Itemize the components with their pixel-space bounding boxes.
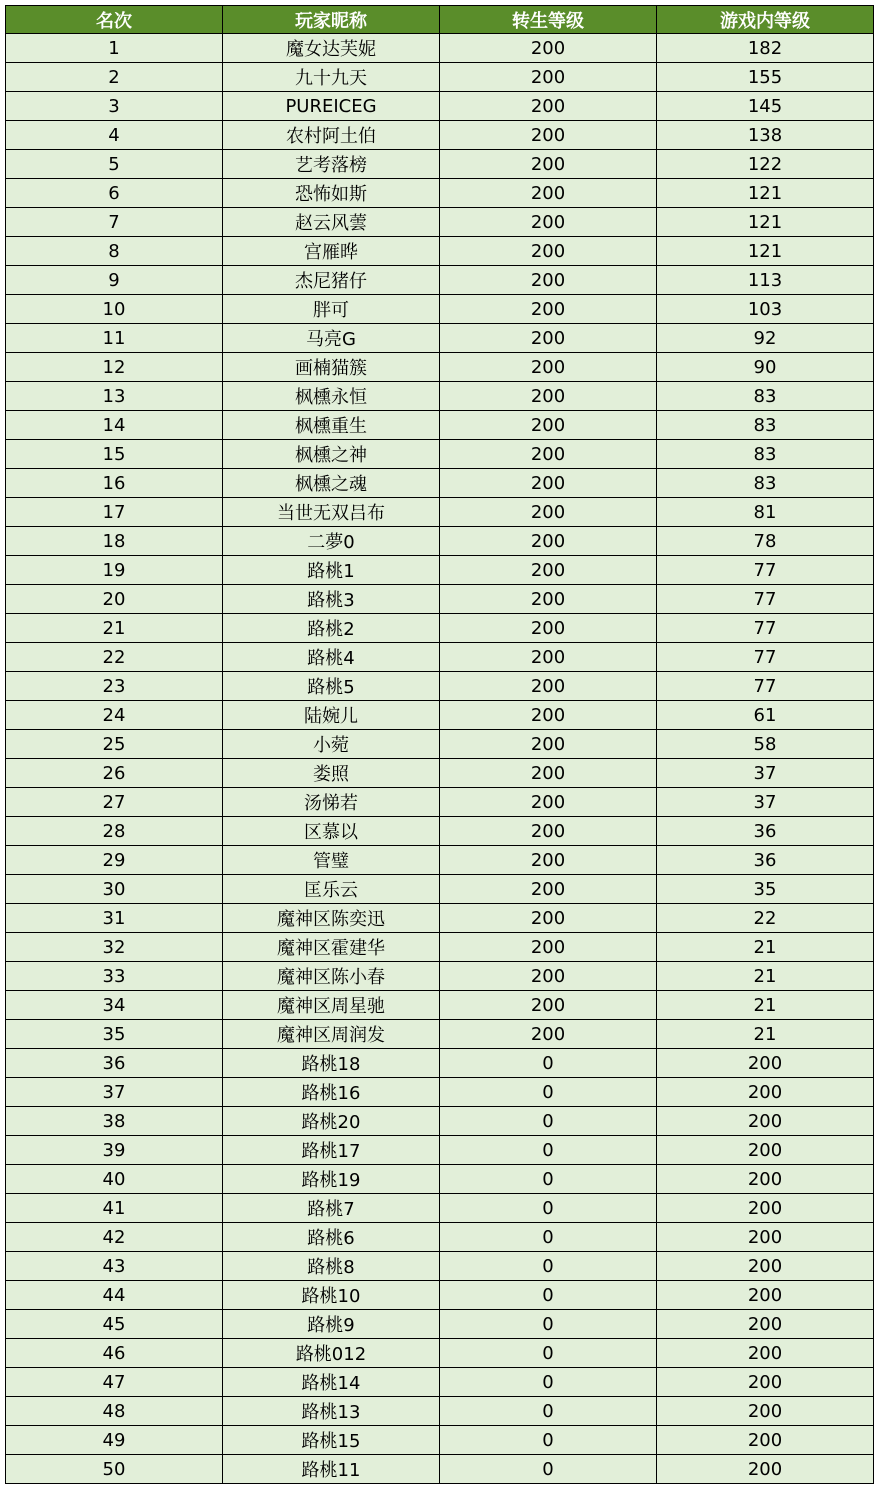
- rebirth-level-cell: 200: [440, 179, 657, 208]
- table-row: [6, 875, 874, 904]
- nickname-cell: 路桃18: [223, 1049, 440, 1078]
- nickname-cell: 路桃16: [223, 1078, 440, 1107]
- table-body: [6, 34, 874, 1484]
- table-row: [6, 411, 874, 440]
- rank-cell: 3: [6, 92, 223, 121]
- rank-cell: 49: [6, 1426, 223, 1455]
- nickname-cell: 魔女达芙妮: [223, 34, 440, 63]
- game-level-cell: 121: [657, 208, 874, 237]
- nickname-cell: 路桃5: [223, 672, 440, 701]
- table-row: [6, 1368, 874, 1397]
- nickname-cell: 小菀: [223, 730, 440, 759]
- table-row: [6, 237, 874, 266]
- table-row: [6, 1426, 874, 1455]
- rebirth-level-cell: 200: [440, 730, 657, 759]
- nickname-cell: 路桃4: [223, 643, 440, 672]
- game-level-cell: 200: [657, 1049, 874, 1078]
- table-row: [6, 92, 874, 121]
- game-level-cell: 182: [657, 34, 874, 63]
- rank-cell: 5: [6, 150, 223, 179]
- header-rebirth-level: 转生等级: [440, 6, 657, 34]
- game-level-cell: 83: [657, 440, 874, 469]
- game-level-cell: 200: [657, 1339, 874, 1368]
- game-level-cell: 103: [657, 295, 874, 324]
- table-row: [6, 1049, 874, 1078]
- game-level-cell: 77: [657, 643, 874, 672]
- header-rank: 名次: [6, 6, 223, 34]
- game-level-cell: 21: [657, 991, 874, 1020]
- nickname-cell: 路桃17: [223, 1136, 440, 1165]
- game-level-cell: 200: [657, 1194, 874, 1223]
- rank-cell: 6: [6, 179, 223, 208]
- table-row: [6, 1078, 874, 1107]
- game-level-cell: 113: [657, 266, 874, 295]
- nickname-cell: 路桃8: [223, 1252, 440, 1281]
- rebirth-level-cell: 0: [440, 1136, 657, 1165]
- nickname-cell: 九十九天: [223, 63, 440, 92]
- nickname-cell: 枫櫄永恒: [223, 382, 440, 411]
- rank-cell: 12: [6, 353, 223, 382]
- rank-cell: 45: [6, 1310, 223, 1339]
- table-row: [6, 1136, 874, 1165]
- rebirth-level-cell: 0: [440, 1339, 657, 1368]
- nickname-cell: 魔神区周润发: [223, 1020, 440, 1049]
- game-level-cell: 83: [657, 469, 874, 498]
- header-row: [6, 6, 874, 34]
- nickname-cell: 匡乐云: [223, 875, 440, 904]
- nickname-cell: PUREICEG: [223, 92, 440, 121]
- nickname-cell: 马亮G: [223, 324, 440, 353]
- nickname-cell: 路桃7: [223, 1194, 440, 1223]
- rebirth-level-cell: 200: [440, 92, 657, 121]
- table-row: [6, 817, 874, 846]
- rebirth-level-cell: 0: [440, 1223, 657, 1252]
- rank-cell: 44: [6, 1281, 223, 1310]
- nickname-cell: 枫櫄之魂: [223, 469, 440, 498]
- table-row: [6, 585, 874, 614]
- rank-cell: 15: [6, 440, 223, 469]
- rank-cell: 40: [6, 1165, 223, 1194]
- nickname-cell: 路桃2: [223, 614, 440, 643]
- rank-cell: 2: [6, 63, 223, 92]
- table-row: [6, 1020, 874, 1049]
- nickname-cell: 区慕以: [223, 817, 440, 846]
- table-row: [6, 324, 874, 353]
- game-level-cell: 138: [657, 121, 874, 150]
- header-nickname: 玩家昵称: [223, 6, 440, 34]
- rebirth-level-cell: 0: [440, 1310, 657, 1339]
- rebirth-level-cell: 200: [440, 469, 657, 498]
- nickname-cell: 当世无双吕布: [223, 498, 440, 527]
- rebirth-level-cell: 200: [440, 440, 657, 469]
- table-row: [6, 730, 874, 759]
- table-row: [6, 788, 874, 817]
- rebirth-level-cell: 200: [440, 585, 657, 614]
- table-row: [6, 556, 874, 585]
- rank-cell: 1: [6, 34, 223, 63]
- game-level-cell: 36: [657, 817, 874, 846]
- rank-cell: 39: [6, 1136, 223, 1165]
- rebirth-level-cell: 200: [440, 962, 657, 991]
- rank-cell: 24: [6, 701, 223, 730]
- table-row: [6, 34, 874, 63]
- nickname-cell: 路桃1: [223, 556, 440, 585]
- nickname-cell: 恐怖如斯: [223, 179, 440, 208]
- rebirth-level-cell: 200: [440, 701, 657, 730]
- nickname-cell: 二夢0: [223, 527, 440, 556]
- table-row: [6, 1397, 874, 1426]
- table-row: [6, 933, 874, 962]
- game-level-cell: 90: [657, 353, 874, 382]
- game-level-cell: 200: [657, 1455, 874, 1484]
- rebirth-level-cell: 200: [440, 1020, 657, 1049]
- game-level-cell: 92: [657, 324, 874, 353]
- nickname-cell: 枫櫄之神: [223, 440, 440, 469]
- nickname-cell: 管璧: [223, 846, 440, 875]
- nickname-cell: 魔神区霍建华: [223, 933, 440, 962]
- rebirth-level-cell: 0: [440, 1107, 657, 1136]
- table-row: [6, 1107, 874, 1136]
- game-level-cell: 37: [657, 788, 874, 817]
- rebirth-level-cell: 200: [440, 382, 657, 411]
- game-level-cell: 155: [657, 63, 874, 92]
- rebirth-level-cell: 200: [440, 933, 657, 962]
- table-row: [6, 962, 874, 991]
- rank-cell: 26: [6, 759, 223, 788]
- nickname-cell: 魔神区陈奕迅: [223, 904, 440, 933]
- game-level-cell: 77: [657, 585, 874, 614]
- game-level-cell: 200: [657, 1397, 874, 1426]
- table-row: [6, 614, 874, 643]
- game-level-cell: 83: [657, 411, 874, 440]
- table-row: [6, 1339, 874, 1368]
- game-level-cell: 145: [657, 92, 874, 121]
- nickname-cell: 枫櫄重生: [223, 411, 440, 440]
- table-row: [6, 382, 874, 411]
- rebirth-level-cell: 200: [440, 324, 657, 353]
- rebirth-level-cell: 0: [440, 1078, 657, 1107]
- table-row: [6, 1310, 874, 1339]
- table-row: [6, 1165, 874, 1194]
- rebirth-level-cell: 0: [440, 1165, 657, 1194]
- rank-cell: 29: [6, 846, 223, 875]
- rank-cell: 22: [6, 643, 223, 672]
- rank-cell: 36: [6, 1049, 223, 1078]
- game-level-cell: 83: [657, 382, 874, 411]
- rebirth-level-cell: 0: [440, 1049, 657, 1078]
- nickname-cell: 赵云风蕓: [223, 208, 440, 237]
- rank-cell: 16: [6, 469, 223, 498]
- rebirth-level-cell: 200: [440, 904, 657, 933]
- nickname-cell: 路桃20: [223, 1107, 440, 1136]
- table-row: [6, 701, 874, 730]
- nickname-cell: 路桃14: [223, 1368, 440, 1397]
- nickname-cell: 路桃012: [223, 1339, 440, 1368]
- rebirth-level-cell: 0: [440, 1455, 657, 1484]
- rebirth-level-cell: 0: [440, 1281, 657, 1310]
- table-row: [6, 440, 874, 469]
- rank-cell: 14: [6, 411, 223, 440]
- rebirth-level-cell: 200: [440, 846, 657, 875]
- game-level-cell: 200: [657, 1368, 874, 1397]
- game-level-cell: 78: [657, 527, 874, 556]
- game-level-cell: 200: [657, 1252, 874, 1281]
- rebirth-level-cell: 200: [440, 498, 657, 527]
- rank-cell: 31: [6, 904, 223, 933]
- table-row: [6, 295, 874, 324]
- nickname-cell: 路桃19: [223, 1165, 440, 1194]
- nickname-cell: 魔神区陈小春: [223, 962, 440, 991]
- game-level-cell: 200: [657, 1078, 874, 1107]
- game-level-cell: 61: [657, 701, 874, 730]
- rebirth-level-cell: 0: [440, 1426, 657, 1455]
- nickname-cell: 娄照: [223, 759, 440, 788]
- rebirth-level-cell: 200: [440, 237, 657, 266]
- nickname-cell: 宫雁晔: [223, 237, 440, 266]
- rank-cell: 21: [6, 614, 223, 643]
- table-row: [6, 1281, 874, 1310]
- rebirth-level-cell: 0: [440, 1368, 657, 1397]
- rebirth-level-cell: 200: [440, 527, 657, 556]
- rebirth-level-cell: 0: [440, 1397, 657, 1426]
- rank-cell: 30: [6, 875, 223, 904]
- rank-cell: 47: [6, 1368, 223, 1397]
- game-level-cell: 121: [657, 179, 874, 208]
- rebirth-level-cell: 200: [440, 991, 657, 1020]
- rebirth-level-cell: 200: [440, 672, 657, 701]
- table-row: [6, 469, 874, 498]
- game-level-cell: 37: [657, 759, 874, 788]
- game-level-cell: 77: [657, 614, 874, 643]
- rank-cell: 50: [6, 1455, 223, 1484]
- game-level-cell: 77: [657, 556, 874, 585]
- rebirth-level-cell: 0: [440, 1252, 657, 1281]
- game-level-cell: 21: [657, 933, 874, 962]
- table-row: [6, 179, 874, 208]
- table-row: [6, 904, 874, 933]
- nickname-cell: 路桃15: [223, 1426, 440, 1455]
- game-level-cell: 58: [657, 730, 874, 759]
- rank-cell: 43: [6, 1252, 223, 1281]
- nickname-cell: 路桃3: [223, 585, 440, 614]
- nickname-cell: 路桃6: [223, 1223, 440, 1252]
- rank-cell: 8: [6, 237, 223, 266]
- rank-cell: 35: [6, 1020, 223, 1049]
- rank-cell: 19: [6, 556, 223, 585]
- nickname-cell: 画楠猫簇: [223, 353, 440, 382]
- game-level-cell: 200: [657, 1107, 874, 1136]
- game-level-cell: 200: [657, 1223, 874, 1252]
- nickname-cell: 路桃11: [223, 1455, 440, 1484]
- rebirth-level-cell: 200: [440, 643, 657, 672]
- game-level-cell: 21: [657, 1020, 874, 1049]
- rebirth-level-cell: 200: [440, 556, 657, 585]
- game-level-cell: 200: [657, 1281, 874, 1310]
- nickname-cell: 杰尼猪仔: [223, 266, 440, 295]
- rank-cell: 27: [6, 788, 223, 817]
- rank-cell: 46: [6, 1339, 223, 1368]
- game-level-cell: 35: [657, 875, 874, 904]
- rank-cell: 34: [6, 991, 223, 1020]
- game-level-cell: 122: [657, 150, 874, 179]
- game-level-cell: 121: [657, 237, 874, 266]
- rebirth-level-cell: 200: [440, 208, 657, 237]
- game-level-cell: 36: [657, 846, 874, 875]
- rank-cell: 32: [6, 933, 223, 962]
- header-game-level: 游戏内等级: [657, 6, 874, 34]
- rebirth-level-cell: 200: [440, 266, 657, 295]
- rebirth-level-cell: 200: [440, 614, 657, 643]
- rank-cell: 17: [6, 498, 223, 527]
- table-row: [6, 498, 874, 527]
- table-row: [6, 208, 874, 237]
- rebirth-level-cell: 200: [440, 788, 657, 817]
- game-level-cell: 200: [657, 1310, 874, 1339]
- table-row: [6, 121, 874, 150]
- table-row: [6, 1194, 874, 1223]
- nickname-cell: 胖可: [223, 295, 440, 324]
- game-level-cell: 200: [657, 1136, 874, 1165]
- table-row: [6, 759, 874, 788]
- rebirth-level-cell: 200: [440, 295, 657, 324]
- nickname-cell: 路桃9: [223, 1310, 440, 1339]
- rank-cell: 18: [6, 527, 223, 556]
- nickname-cell: 魔神区周星驰: [223, 991, 440, 1020]
- table-row: [6, 527, 874, 556]
- table-row: [6, 643, 874, 672]
- table-row: [6, 150, 874, 179]
- rebirth-level-cell: 200: [440, 817, 657, 846]
- table-row: [6, 1455, 874, 1484]
- table-row: [6, 1223, 874, 1252]
- table-row: [6, 353, 874, 382]
- game-level-cell: 77: [657, 672, 874, 701]
- table-row: [6, 846, 874, 875]
- rank-cell: 28: [6, 817, 223, 846]
- rank-cell: 11: [6, 324, 223, 353]
- ranking-table: [5, 5, 874, 1484]
- table-row: [6, 1252, 874, 1281]
- table-row: [6, 266, 874, 295]
- rank-cell: 25: [6, 730, 223, 759]
- rebirth-level-cell: 0: [440, 1194, 657, 1223]
- rank-cell: 37: [6, 1078, 223, 1107]
- rank-cell: 42: [6, 1223, 223, 1252]
- rebirth-level-cell: 200: [440, 34, 657, 63]
- nickname-cell: 艺考落榜: [223, 150, 440, 179]
- nickname-cell: 陆婉儿: [223, 701, 440, 730]
- rebirth-level-cell: 200: [440, 63, 657, 92]
- nickname-cell: 路桃10: [223, 1281, 440, 1310]
- rebirth-level-cell: 200: [440, 121, 657, 150]
- rebirth-level-cell: 200: [440, 353, 657, 382]
- game-level-cell: 200: [657, 1165, 874, 1194]
- table-row: [6, 991, 874, 1020]
- table-row: [6, 63, 874, 92]
- rank-cell: 4: [6, 121, 223, 150]
- ranking-sheet: [5, 5, 874, 1484]
- nickname-cell: 路桃13: [223, 1397, 440, 1426]
- rank-cell: 33: [6, 962, 223, 991]
- rebirth-level-cell: 200: [440, 759, 657, 788]
- rebirth-level-cell: 200: [440, 875, 657, 904]
- rank-cell: 10: [6, 295, 223, 324]
- nickname-cell: 汤悌若: [223, 788, 440, 817]
- rank-cell: 13: [6, 382, 223, 411]
- game-level-cell: 22: [657, 904, 874, 933]
- rank-cell: 41: [6, 1194, 223, 1223]
- rank-cell: 23: [6, 672, 223, 701]
- rebirth-level-cell: 200: [440, 150, 657, 179]
- rank-cell: 38: [6, 1107, 223, 1136]
- game-level-cell: 21: [657, 962, 874, 991]
- rank-cell: 7: [6, 208, 223, 237]
- game-level-cell: 81: [657, 498, 874, 527]
- nickname-cell: 农村阿土伯: [223, 121, 440, 150]
- table-row: [6, 672, 874, 701]
- rank-cell: 9: [6, 266, 223, 295]
- rank-cell: 20: [6, 585, 223, 614]
- rank-cell: 48: [6, 1397, 223, 1426]
- game-level-cell: 200: [657, 1426, 874, 1455]
- rebirth-level-cell: 200: [440, 411, 657, 440]
